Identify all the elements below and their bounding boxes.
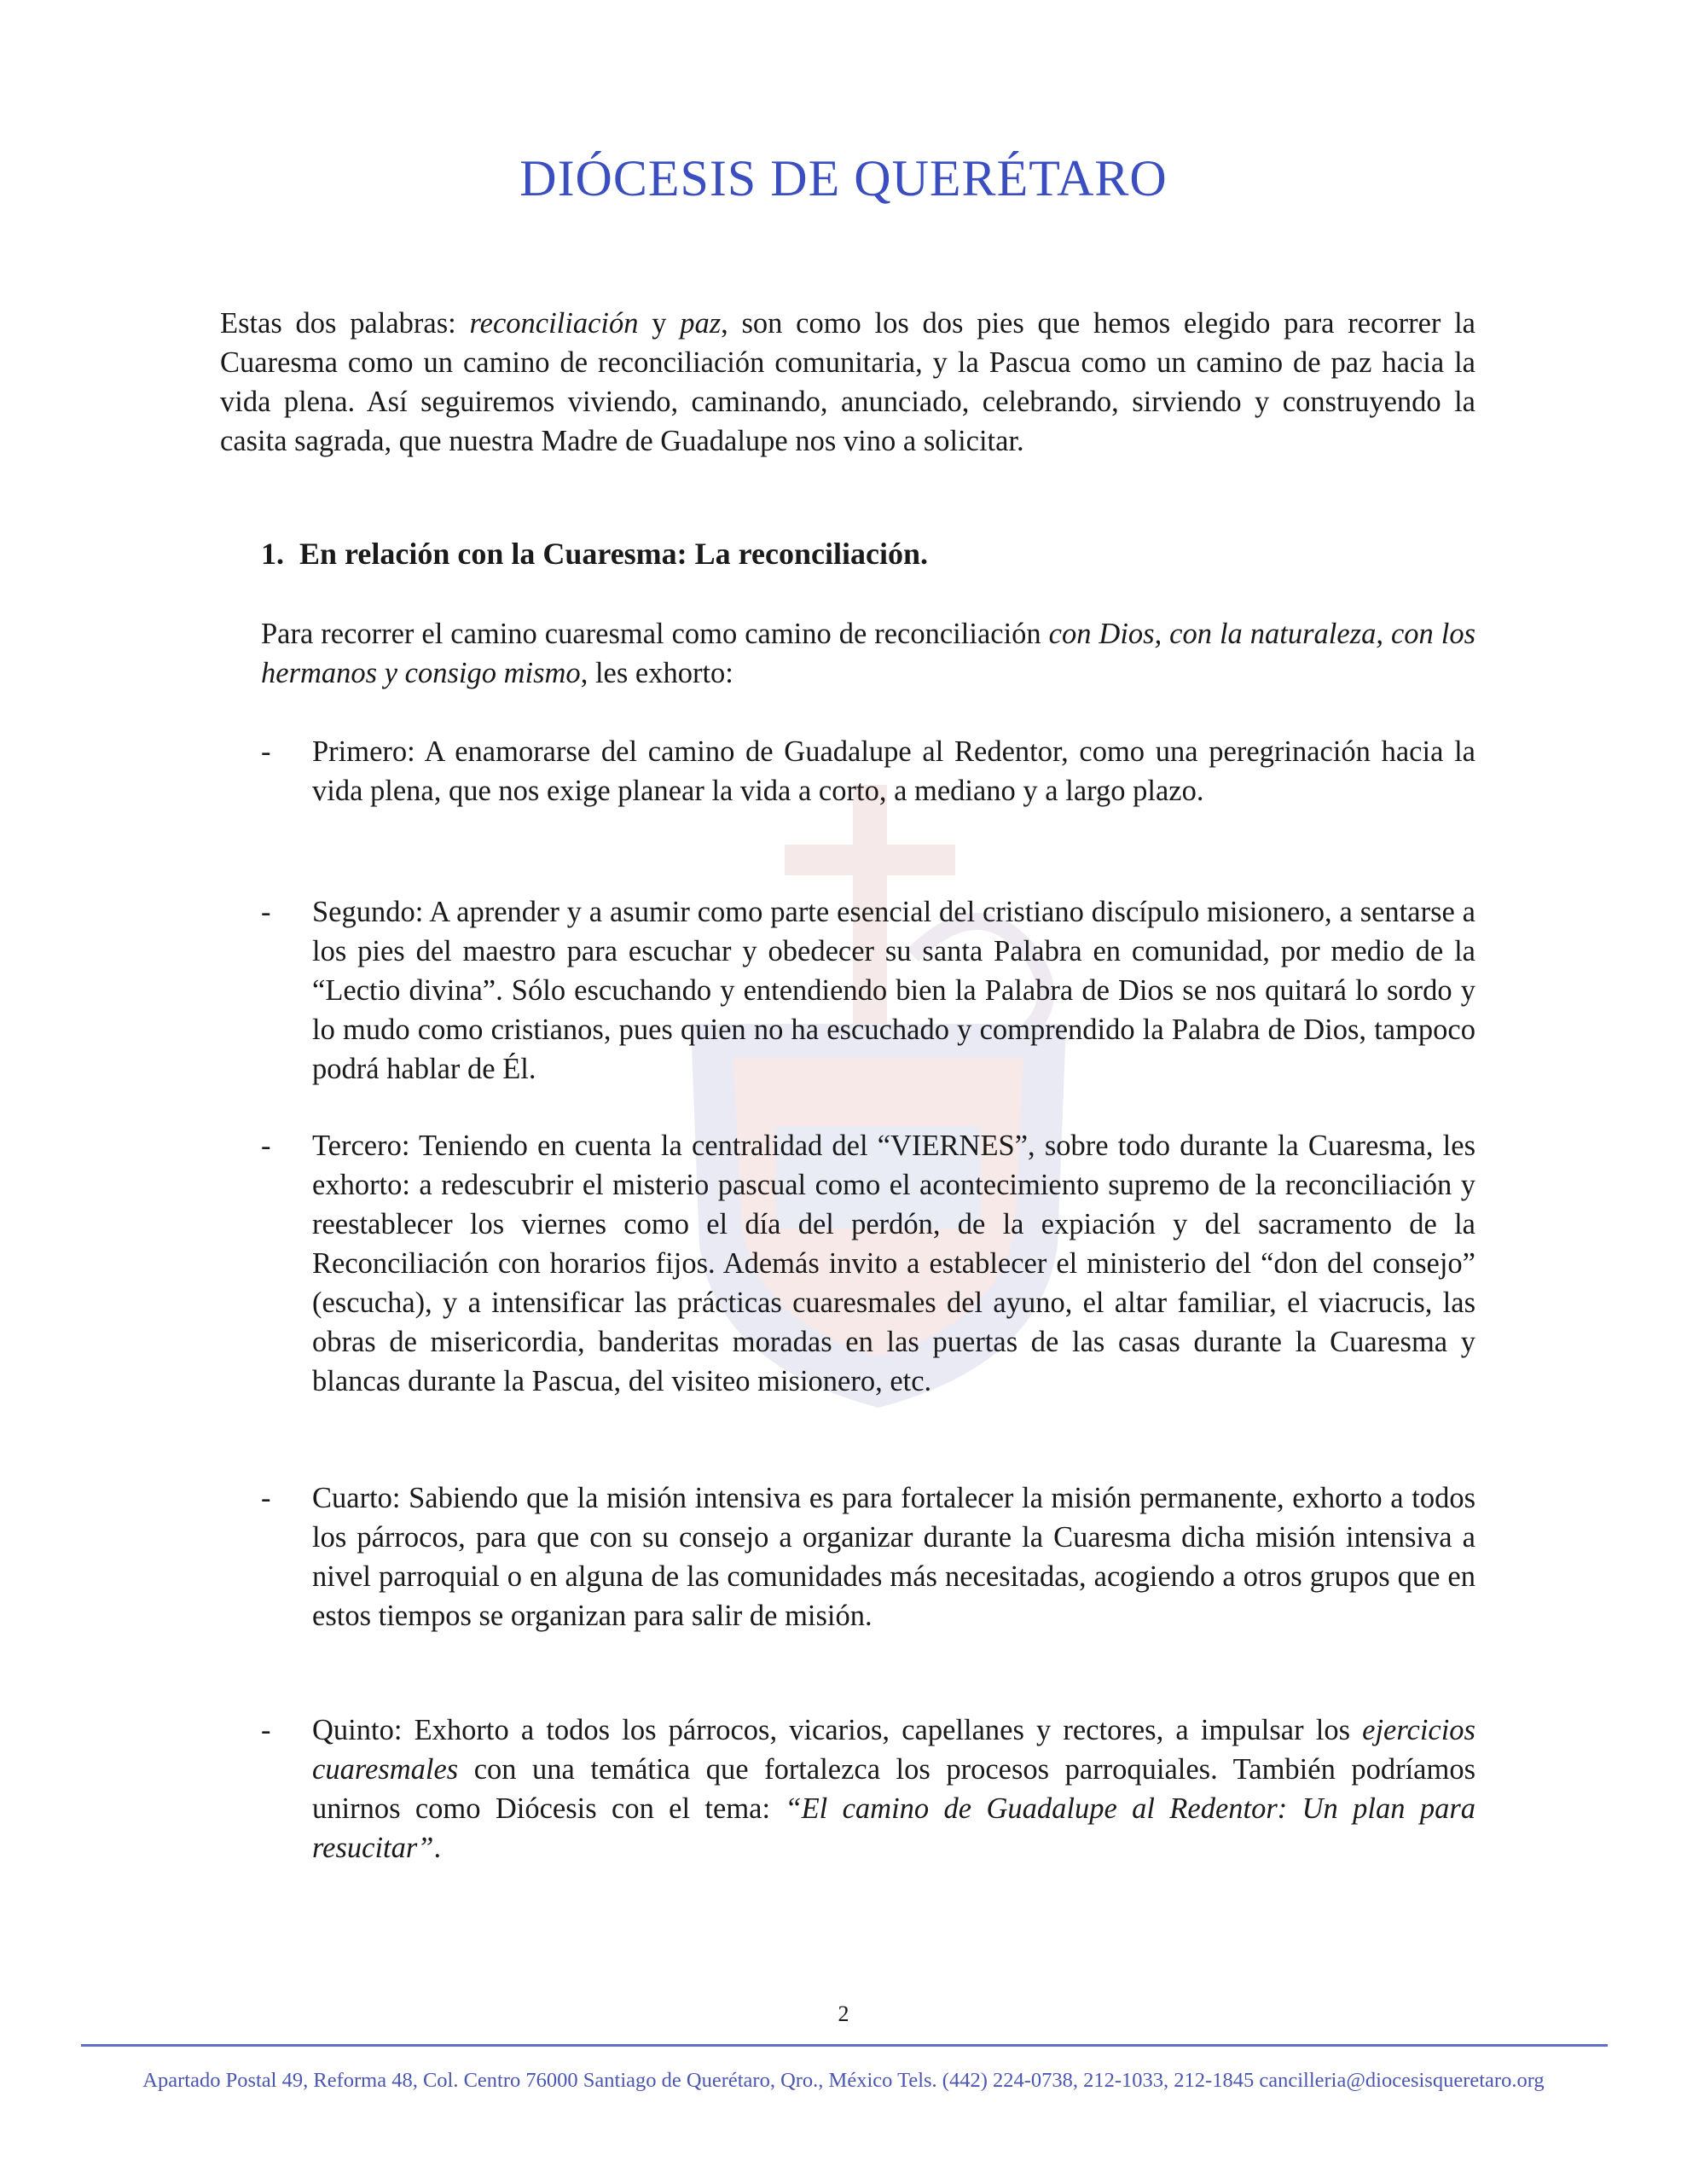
list-item-text: Tercero: Teniendo en cuenta la centralidad del “VIERNES”, sobre todo durante la Cuaresma, les exhorto: a redescubrir el misterio pascual como el acontecimiento supremo de la reconciliación y reestablecer los viernes como el día del perdón, de la expiación y del sacramento de la Reconciliación con horarios fijos. Además invito a establecer el ministerio del “don del consejo” (escucha), y a intensificar las prácticas cuaresmales del ayuno, el altar familiar, el viacrucis, las obras de misericordia, banderitas moradas en las puertas de las casas durante la Cuaresma y blancas durante la Pascua, del visiteo misionero, etc. bbox=[312, 1130, 1475, 1397]
term-paz: paz bbox=[680, 307, 722, 340]
lead-italic-phrase: con Dios, con la naturaleza, con los hermanos y consigo mismo bbox=[261, 618, 1476, 689]
footer-address: Apartado Postal 49, Reforma 48, Col. Centro 76000 Santiago de Querétaro, Qro., México Tels. (442) 224-0738, 212-1033, 212-1845 cancilleria@diocesisqueretaro.org bbox=[142, 2069, 1545, 2092]
section-heading bbox=[261, 536, 928, 572]
list-item-text: Cuarto: Sabiendo que la misión intensiva es para fortalecer la misión permanente, exhorto a todos los párrocos, para que con su consejo a organizar durante la Cuaresma dicha misión intensiva a nivel parroquial o en alguna de las comunidades más necesitadas, acogiendo a otros grupos que en estos tiempos se organizan para salir de misión. bbox=[312, 1482, 1475, 1632]
section-heading-text: En relación con la Cuaresma: La reconciliación. bbox=[299, 537, 928, 571]
list-item-text: Segundo: A aprender y a asumir como parte esencial del cristiano discípulo misionero, a sentarse a los pies del maestro para escuchar y obedecer su santa Palabra en comunidad, por medio de la “Lectio divina”. Sólo escuchando y entendiendo bien la Palabra de Dios se nos quitará lo sordo y lo mudo como cristianos, pues quien no ha escuchado y comprendido la Palabra de Dios, tampoco podrá hablar de Él. bbox=[312, 896, 1475, 1085]
intro-paragraph: Estas dos palabras: reconciliación y paz, son como los dos pies que hemos elegido para recorrer la Cuaresma como un camino de reconciliación comunitaria, y la Pascua como un camino de paz hacia la vida plena. Así seguiremos viviendo, caminando, anunciado, celebrando, sirviendo y construyendo la casita sagrada, que nuestra Madre de Guadalupe nos vino a solicitar. bbox=[220, 307, 1475, 457]
list-item-cuarto bbox=[261, 1478, 1475, 1635]
page-number: 2 bbox=[838, 2001, 849, 2026]
list-dash: - bbox=[261, 735, 271, 768]
footer-divider bbox=[81, 2044, 1608, 2047]
list-item-text: Primero: A enamorarse del camino de Guadalupe al Redentor, como una peregrinación hacia la vida plena, que nos exige planear la vida a corto, a mediano y a largo plazo. bbox=[312, 735, 1475, 807]
term-reconciliacion: reconciliación bbox=[469, 307, 639, 340]
section-number: 1. bbox=[261, 537, 284, 571]
italic-theme-title: “El camino de Guadalupe al Redentor: Un plan para resucitar” bbox=[312, 1792, 1475, 1864]
section-lead-paragraph: Para recorrer el camino cuaresmal como camino de reconciliación con Dios, con la naturaleza, con los hermanos y consigo mismo, les exhorto: bbox=[261, 618, 1476, 689]
list-item-tercero bbox=[261, 1126, 1475, 1401]
list-dash: - bbox=[261, 1482, 271, 1514]
list-item-primero bbox=[261, 732, 1475, 810]
page-title: DIÓCESIS DE QUERÉTARO bbox=[519, 150, 1168, 206]
list-item-quinto bbox=[261, 1711, 1475, 1867]
list-item-segundo bbox=[261, 892, 1475, 1089]
italic-ejercicios: ejercicios cuaresmales bbox=[312, 1714, 1475, 1786]
list-dash: - bbox=[261, 1130, 271, 1162]
list-dash: - bbox=[261, 1714, 271, 1746]
list-dash: - bbox=[261, 896, 271, 928]
list-item-text: Quinto: Exhorto a todos los párrocos, vicarios, capellanes y rectores, a impulsar los ejercicios cuaresmales con una temática que fortalezca los procesos parroquiales. También podríamos unirnos como Diócesis con el tema: “El camino de Guadalupe al Redentor: Un plan para resucitar”. bbox=[312, 1714, 1475, 1864]
